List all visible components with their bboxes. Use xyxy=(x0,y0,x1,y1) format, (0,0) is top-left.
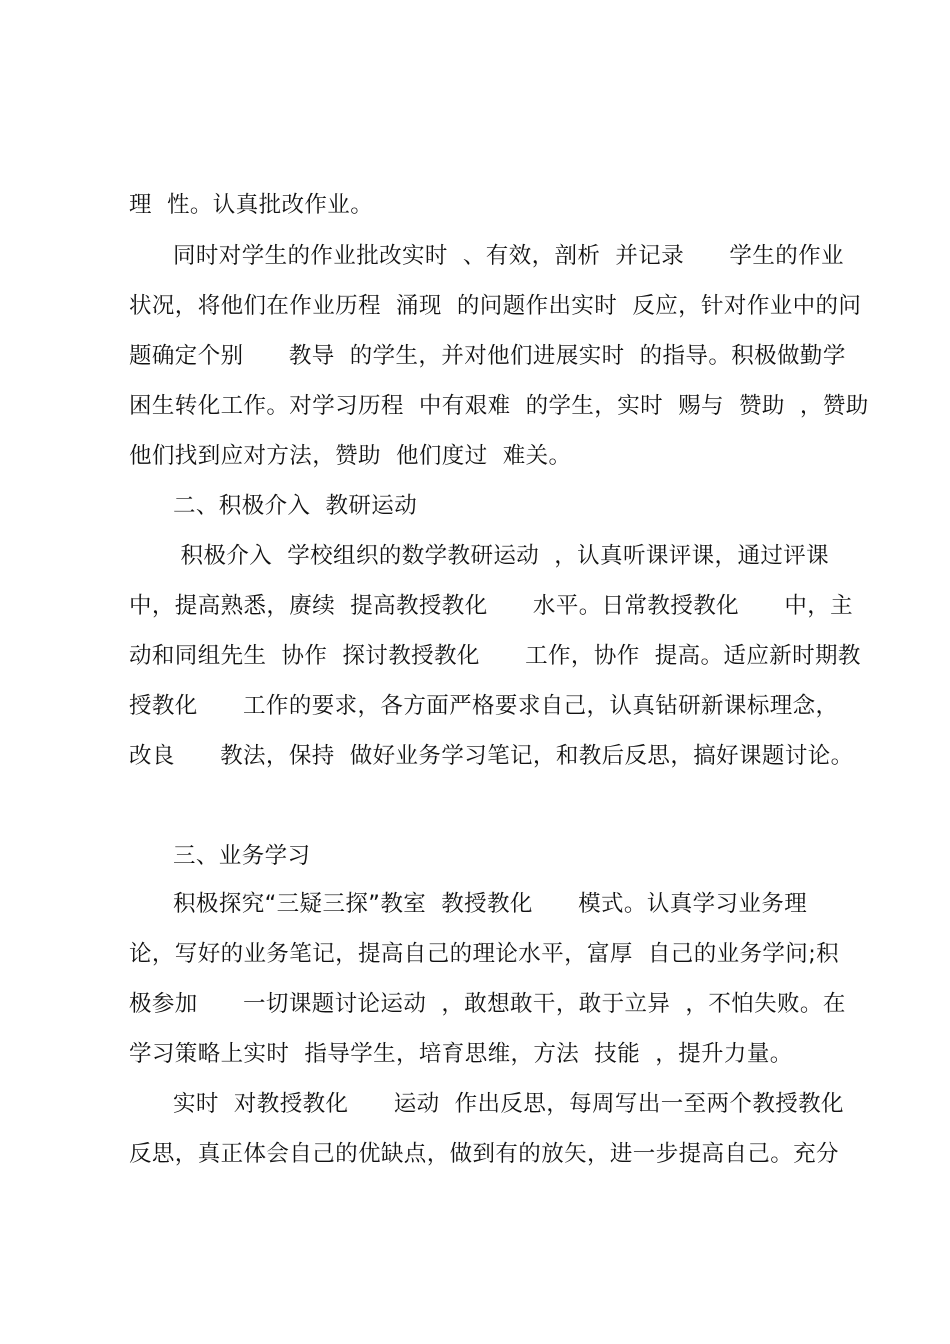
section-heading: 三、业务学习 xyxy=(173,843,311,869)
text-line: 学习策略上实时 指导学生，培育思维，方法 技能 ，提升力量。 xyxy=(129,1041,793,1067)
text-line: 困生转化工作。对学习历程 中有艰难 的学生，实时 赐与 赞助 ，赞助 xyxy=(129,393,869,419)
text-line: 他们找到应对方法，赞助 他们度过 难关。 xyxy=(129,443,572,469)
text-line: 极参加 一切课题讨论运动 ，敢想敢干，敢于立异 ，不怕失败。在 xyxy=(129,991,846,1017)
text-line: 状况，将他们在作业历程 涌现 的问题作出实时 反应，针对作业中的问 xyxy=(129,293,862,319)
text-line: 反思，真正体会自己的优缺点，做到有的放矢，进一步提高自己。充分 xyxy=(129,1141,839,1167)
text-line: 理 性。认真批改作业。 xyxy=(129,192,374,218)
text-line: 授教化 工作的要求，各方面严格要求自己，认真钻研新课标理念， xyxy=(129,693,839,719)
paragraph-start: 同时对学生的作业批改实时 、有效，剖析 并记录 学生的作业 xyxy=(173,243,844,269)
text-line: 改良 教法，保持 做好业务学习笔记，和教后反思，搞好课题讨论。 xyxy=(129,743,854,769)
paragraph-start: 积极探究“三疑三探”教室 教授教化 模式。认真学习业务理 xyxy=(173,891,808,917)
paragraph-start: 积极介入 学校组织的数学教研运动 ，认真听课评课，通过评课 xyxy=(173,543,830,569)
text-line: 论，写好的业务笔记，提高自己的理论水平，富厚 自己的业务学问;积 xyxy=(129,941,840,967)
text-line: 中，提高熟悉，赓续 提高教授教化 水平。日常教授教化 中，主 xyxy=(129,593,854,619)
section-heading: 二、积极介入 教研运动 xyxy=(173,493,418,519)
paragraph-start: 实时 对教授教化 运动 作出反思，每周写出一至两个教授教化 xyxy=(173,1091,844,1117)
text-line: 动和同组先生 协作 探讨教授教化 工作，协作 提高。适应新时期教 xyxy=(129,643,861,669)
text-line: 题确定个别 教导 的学生，并对他们进展实时 的指导。积极做勤学 xyxy=(129,343,846,369)
